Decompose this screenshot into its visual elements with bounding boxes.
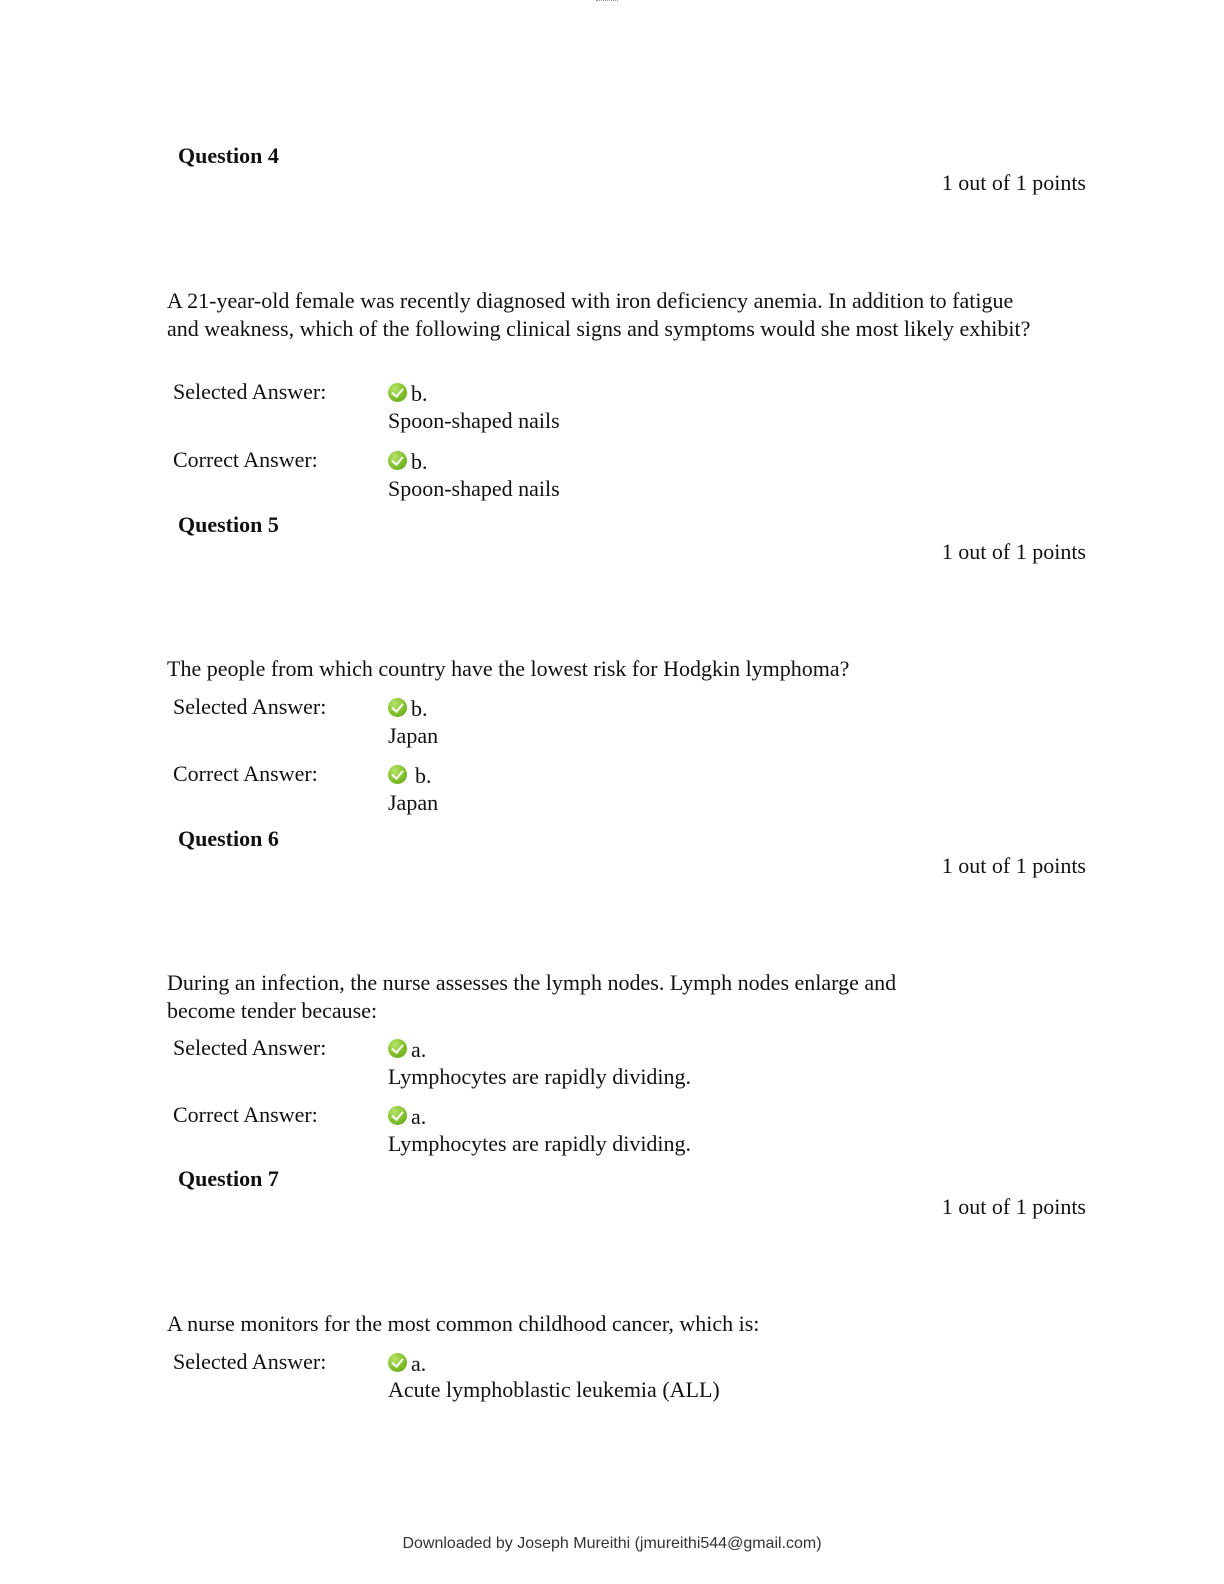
question-4-selected-option [388, 381, 428, 407]
question-5-correct-letter: b. [415, 763, 432, 788]
question-5-selected-letter: b. [411, 696, 428, 721]
question-7-selected-letter: a. [411, 1351, 427, 1376]
question-4-correct-text: Spoon-shaped nails [388, 476, 560, 501]
page-top-mark [596, 0, 618, 3]
question-5-selected-label: Selected Answer: [173, 694, 327, 719]
question-7-points: 1 out of 1 points [941, 1194, 1086, 1219]
question-6-selected-text: Lymphocytes are rapidly dividing. [388, 1064, 692, 1089]
question-6-selected-letter: a. [411, 1037, 427, 1062]
question-7-heading: Question 7 [178, 1166, 279, 1191]
question-5-prompt: The people from which country have the lowest risk for Hodgkin lymphoma? [167, 656, 850, 681]
question-4-selected-letter: b. [411, 381, 428, 406]
question-4-selected-text: Spoon-shaped nails [388, 408, 560, 433]
question-4-correct-option [388, 449, 428, 475]
question-4-heading: Question 4 [178, 143, 279, 168]
check-circle-icon [388, 698, 407, 717]
check-circle-icon [388, 1353, 407, 1372]
check-circle-icon [388, 765, 407, 784]
question-5-correct-option [388, 763, 432, 789]
question-7-prompt: A nurse monitors for the most common childhood cancer, which is: [167, 1311, 760, 1336]
check-circle-icon [388, 383, 407, 402]
check-circle-icon [388, 1039, 407, 1058]
question-5-selected-text: Japan [388, 723, 439, 748]
download-footer: Downloaded by Joseph Mureithi (jmureithi544@gmail.com) [402, 1535, 822, 1552]
question-7-selected-text: Acute lymphoblastic leukemia (ALL) [388, 1377, 720, 1402]
question-6-correct-label: Correct Answer: [173, 1102, 318, 1127]
question-7-selected-label: Selected Answer: [173, 1349, 327, 1374]
question-7-selected-option [388, 1351, 426, 1377]
question-6-selected-option [388, 1037, 426, 1063]
question-4-selected-label: Selected Answer: [173, 379, 327, 404]
question-5-points: 1 out of 1 points [941, 539, 1086, 564]
question-4-prompt: A 21-year-old female was recently diagnosed with iron deficiency anemia. In addition to fatigue and weakness, which of the following clinical signs and symptoms would she most likely exhibit? [167, 288, 1031, 341]
question-6-correct-letter: a. [411, 1104, 427, 1129]
check-circle-icon [388, 451, 407, 470]
question-5-correct-text: Japan [388, 790, 439, 815]
question-4-points: 1 out of 1 points [941, 170, 1086, 195]
question-6-correct-option [388, 1104, 426, 1130]
question-6-correct-text: Lymphocytes are rapidly dividing. [388, 1131, 692, 1156]
question-4-correct-letter: b. [411, 449, 428, 474]
question-5-heading: Question 5 [178, 512, 279, 537]
question-5-selected-option [388, 696, 428, 722]
question-6-selected-label: Selected Answer: [173, 1035, 327, 1060]
question-4-correct-label: Correct Answer: [173, 447, 318, 472]
check-circle-icon [388, 1106, 407, 1125]
question-6-prompt: During an infection, the nurse assesses the lymph nodes. Lymph nodes enlarge and become tender because: [167, 970, 897, 1023]
question-5-correct-label: Correct Answer: [173, 761, 318, 786]
question-6-heading: Question 6 [178, 826, 279, 851]
question-6-points: 1 out of 1 points [941, 853, 1086, 878]
